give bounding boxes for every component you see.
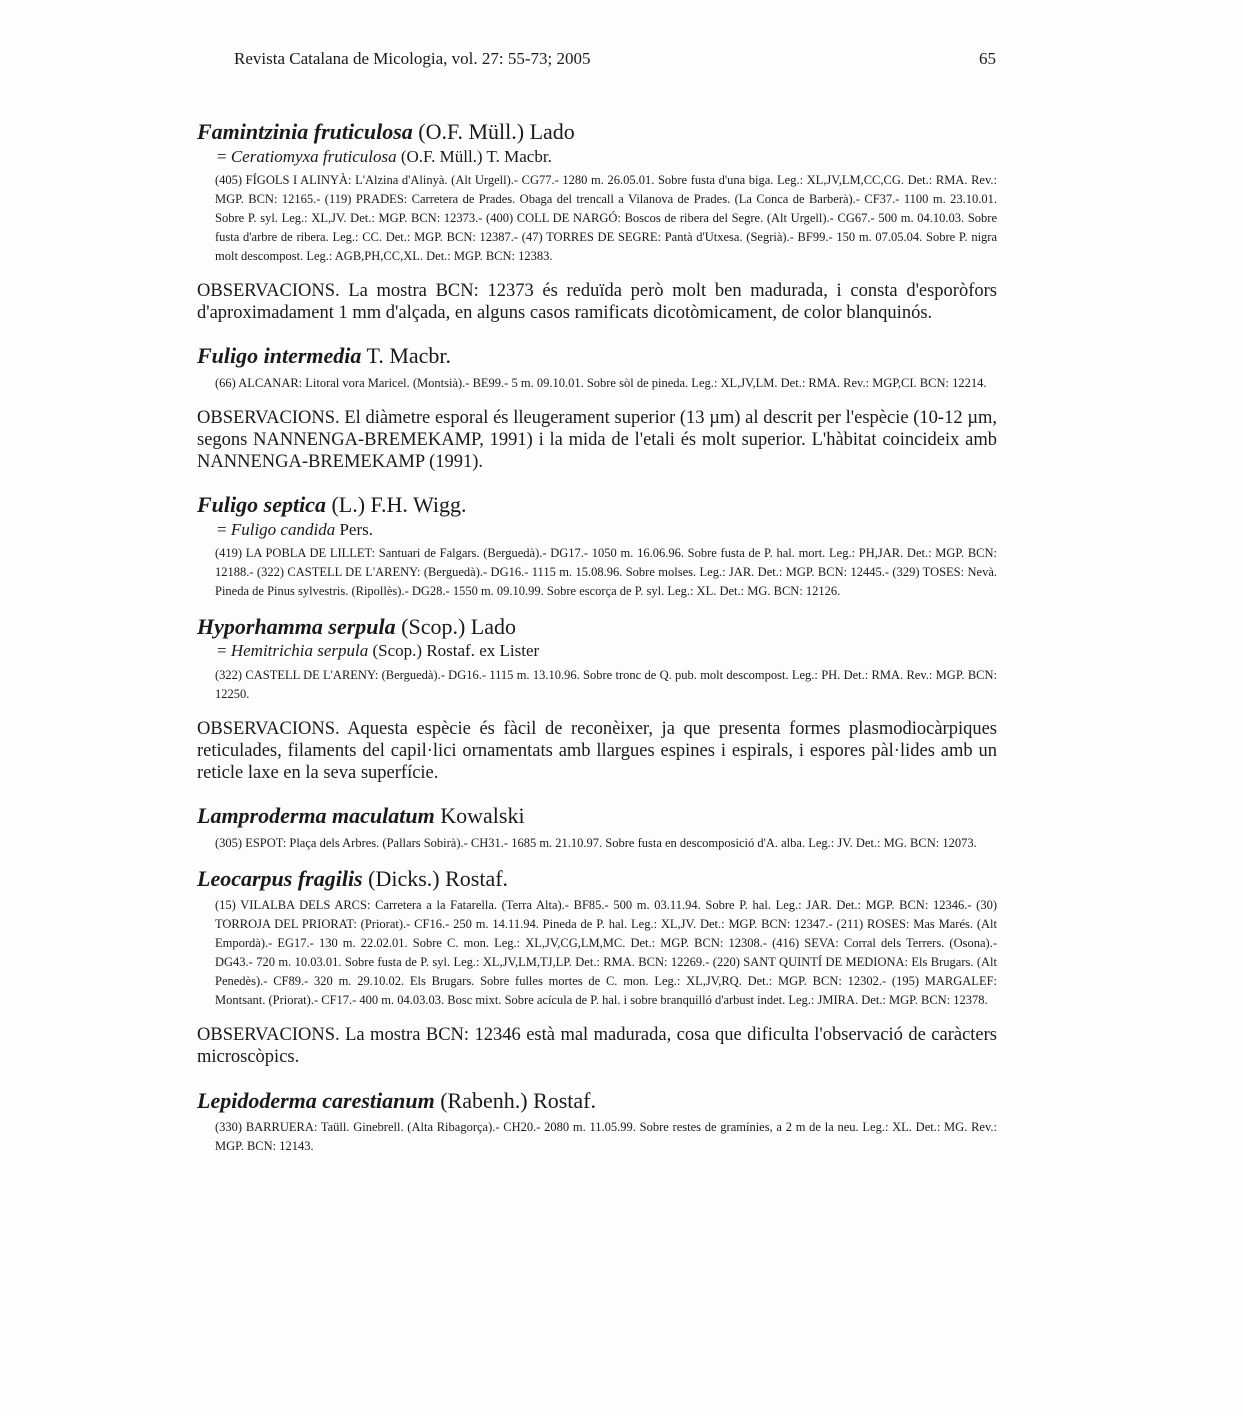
species-author: (Rabenh.) Rostaf. [434, 1087, 597, 1113]
specimen-records: (330) BARRUERA: Taüll. Ginebrell. (Alta Ribagorça).- CH20.- 2080 m. 11.05.99. Sobre restes de gramínies, a 2 m de la neu. Leg.: XL. Det.: MG. Rev.: MGP. BCN: 12143. [215, 1120, 997, 1154]
species-entry [197, 118, 997, 324]
observation-paragraph: OBSERVACIONS. Aquesta espècie és fàcil de reconèixer, ja que presenta formes plasmodiocàrpiques reticulades, filaments del capil·lici ornamentats amb llargues espines i espirals, i espores pàl·lides amb un reticle laxe en la seva superfície. [197, 718, 997, 784]
species-heading [197, 491, 997, 519]
species-entry [197, 1087, 997, 1157]
species-name: Leocarpus fragilis [197, 865, 363, 891]
synonym-prefix: = [217, 641, 231, 661]
species-entry [197, 865, 997, 1069]
species-author: (Dicks.) Rostaf. [362, 865, 509, 891]
specimen-records: (405) FÍGOLS I ALINYÀ: L'Alzina d'Alinyà. (Alt Urgell).- CG77.- 1280 m. 26.05.01. Sobre fusta d'una biga. Leg.: XL,JV,LM,CC,CG. Det.: RMA. Rev.: MGP. BCN: 12165.- (119) PRADES: Carretera de Prades. Obaga del trencall a Vilanova de Prades. (La Conca de Barberà).- CF37.- 1100 m. 23.10.01. Sobre P. syl. Leg.: XL,JV. Det.: MGP. BCN: 12373.- (400) COLL DE NARGÓ: Boscos de ribera del Segre. (Alt Urgell).- CG67.- 500 m. 04.10.03. Sobre fusta d'arbre de ribera. Leg.: CC. Det.: MGP. BCN: 12387.- (47) TORRES DE SEGRE: Pantà d'Utxesa. (Segrià).- BF99.- 150 m. 07.05.04. Sobre P. nigra molt descompost. Leg.: AGB,PH,CC,XL. Det.: MGP. BCN: 12383. [215, 172, 997, 263]
specimen-records: (419) LA POBLA DE LILLET: Santuari de Falgars. (Berguedà).- DG17.- 1050 m. 16.06.96. Sobre fusta de P. hal. mort. Leg.: PH,JAR. Det.: MGP. BCN: 12188.- (322) CASTELL DE L'ARENY: (Berguedà).- DG16.- 1115 m. 15.08.96. Sobre molses. Leg.: JAR. Det.: MGP. BCN: 12445.- (329) TOSES: Nevà. Pineda de Pinus sylvestris. (Ripollès).- DG28.- 1550 m. 09.10.99. Sobre escorça de P. syl. Leg.: XL. Det.: MG. BCN: 12126. [215, 545, 997, 598]
specimen-records: (305) ESPOT: Plaça dels Arbres. (Pallars Sobirà).- CH31.- 1685 m. 21.10.97. Sobre fusta en descomposició d'A. alba. Leg.: JV. Det.: MG. BCN: 12073. [215, 835, 977, 850]
synonym-author: (Scop.) Rostaf. ex Lister [368, 641, 540, 661]
synonym-name: Ceratiomyxa fruticulosa [230, 146, 397, 166]
species-heading [197, 613, 997, 641]
species-author: (L.) F.H. Wigg. [325, 492, 467, 518]
synonym-name: Hemitrichia serpula [230, 641, 369, 661]
synonym-prefix: = [217, 519, 231, 539]
synonym-line [217, 640, 997, 661]
species-heading [197, 865, 997, 893]
running-header [234, 49, 996, 69]
species-heading [197, 342, 997, 370]
synonym-name: Fuligo candida [230, 519, 336, 539]
species-name: Lepidoderma carestianum [197, 1087, 435, 1113]
specimen-records: (66) ALCANAR: Litoral vora Maricel. (Montsià).- BE99.- 5 m. 09.10.01. Sobre sòl de pineda. Leg.: XL,JV,LM. Det.: RMA. Rev.: MGP,CI. BCN: 12214. [215, 375, 987, 390]
species-author: (O.F. Müll.) Lado [412, 119, 575, 144]
synonym-author: Pers. [335, 519, 373, 539]
synonym-author: (O.F. Müll.) T. Macbr. [396, 146, 552, 166]
specimen-records: (15) VILALBA DELS ARCS: Carretera a la Fatarella. (Terra Alta).- BF85.- 500 m. 03.11.94. Sobre P. hal. Leg.: JAR. Det.: MGP. BCN: 12346.- (30) TORROJA DEL PRIORAT: (Priorat).- CF16.- 250 m. 14.11.94. Pineda de P. hal. Leg.: XL,JV. Det.: MGP. BCN: 12347.- (211) ROSES: Mas Marés. (Alt Empordà).- EG17.- 130 m. 22.02.01. Sobre C. mon. Leg.: XL,JV,CG,LM,MC. Det.: MGP. BCN: 12308.- (416) SEVA: Corral dels Terrers. (Osona).- DG43.- 720 m. 10.03.01. Sobre fusta de P. syl. Leg.: XL,JV,LM,TJ,LP. Det.: RMA. BCN: 12269.- (220) SANT QUINTÍ DE MEDIONA: Els Brugars. (Alt Penedès).- CF89.- 320 m. 29.10.02. Els Brugars. Sobre fulles mortes de C. mon. Leg.: XL,JV,RQ. Det.: MGP. BCN: 12302.- (195) MARGALEF: Montsant. (Priorat).- CF17.- 400 m. 04.03.03. Bosc mixt. Sobre acícula de P. hal. i sobre branquilló d'arbust indet. Leg.: JMIRA. Det.: MGP. BCN: 12378. [215, 898, 997, 1008]
observation-paragraph: OBSERVACIONS. El diàmetre esporal és lleugerament superior (13 µm) al descrit per l'espècie (10-12 µm, segons NANNENGA-BREMEKAMP, 1991) i la mida de l'etali és molt superior. L'hàbitat coincideix amb NANNENGA-BREMEKAMP (1991). [197, 407, 997, 472]
species-entry [197, 802, 997, 853]
species-heading [197, 118, 997, 146]
species-author: Kowalski [434, 803, 525, 829]
species-name: Fuligo intermedia [197, 343, 362, 369]
observation-paragraph: OBSERVACIONS. La mostra BCN: 12373 és reduïda però molt ben madurada, i consta d'esporòfors d'aproximadament 1 mm d'alçada, en alguns casos ramificats dicotòmicament, de color blanquinós. [197, 280, 997, 323]
species-author: T. Macbr. [361, 343, 452, 369]
page-number: 65 [979, 49, 996, 68]
species-name: Fuligo septica [197, 492, 326, 518]
synonym-line [217, 146, 997, 167]
page-body [197, 118, 997, 1156]
species-name: Hyporhamma serpula [197, 613, 396, 639]
synonym-prefix: = [217, 146, 231, 166]
species-heading [197, 1087, 997, 1115]
synonym-line [217, 519, 997, 540]
journal-citation: Revista Catalana de Micologia, vol. 27: 55-73; 2005 [234, 49, 591, 68]
species-name: Famintzinia fruticulosa [197, 119, 413, 144]
species-author: (Scop.) Lado [395, 613, 516, 639]
species-entry [197, 613, 997, 784]
specimen-records: (322) CASTELL DE L'ARENY: (Berguedà).- DG16.- 1115 m. 13.10.96. Sobre tronc de Q. pub. molt descompost. Leg.: PH. Det.: RMA. Rev.: MGP. BCN: 12250. [215, 667, 997, 701]
species-entry [197, 491, 997, 601]
species-name: Lamproderma maculatum [197, 803, 435, 829]
species-entry [197, 342, 997, 473]
species-heading [197, 802, 997, 830]
observation-paragraph: OBSERVACIONS. La mostra BCN: 12346 està mal madurada, cosa que dificulta l'observació de caràcters microscòpics. [197, 1025, 997, 1068]
